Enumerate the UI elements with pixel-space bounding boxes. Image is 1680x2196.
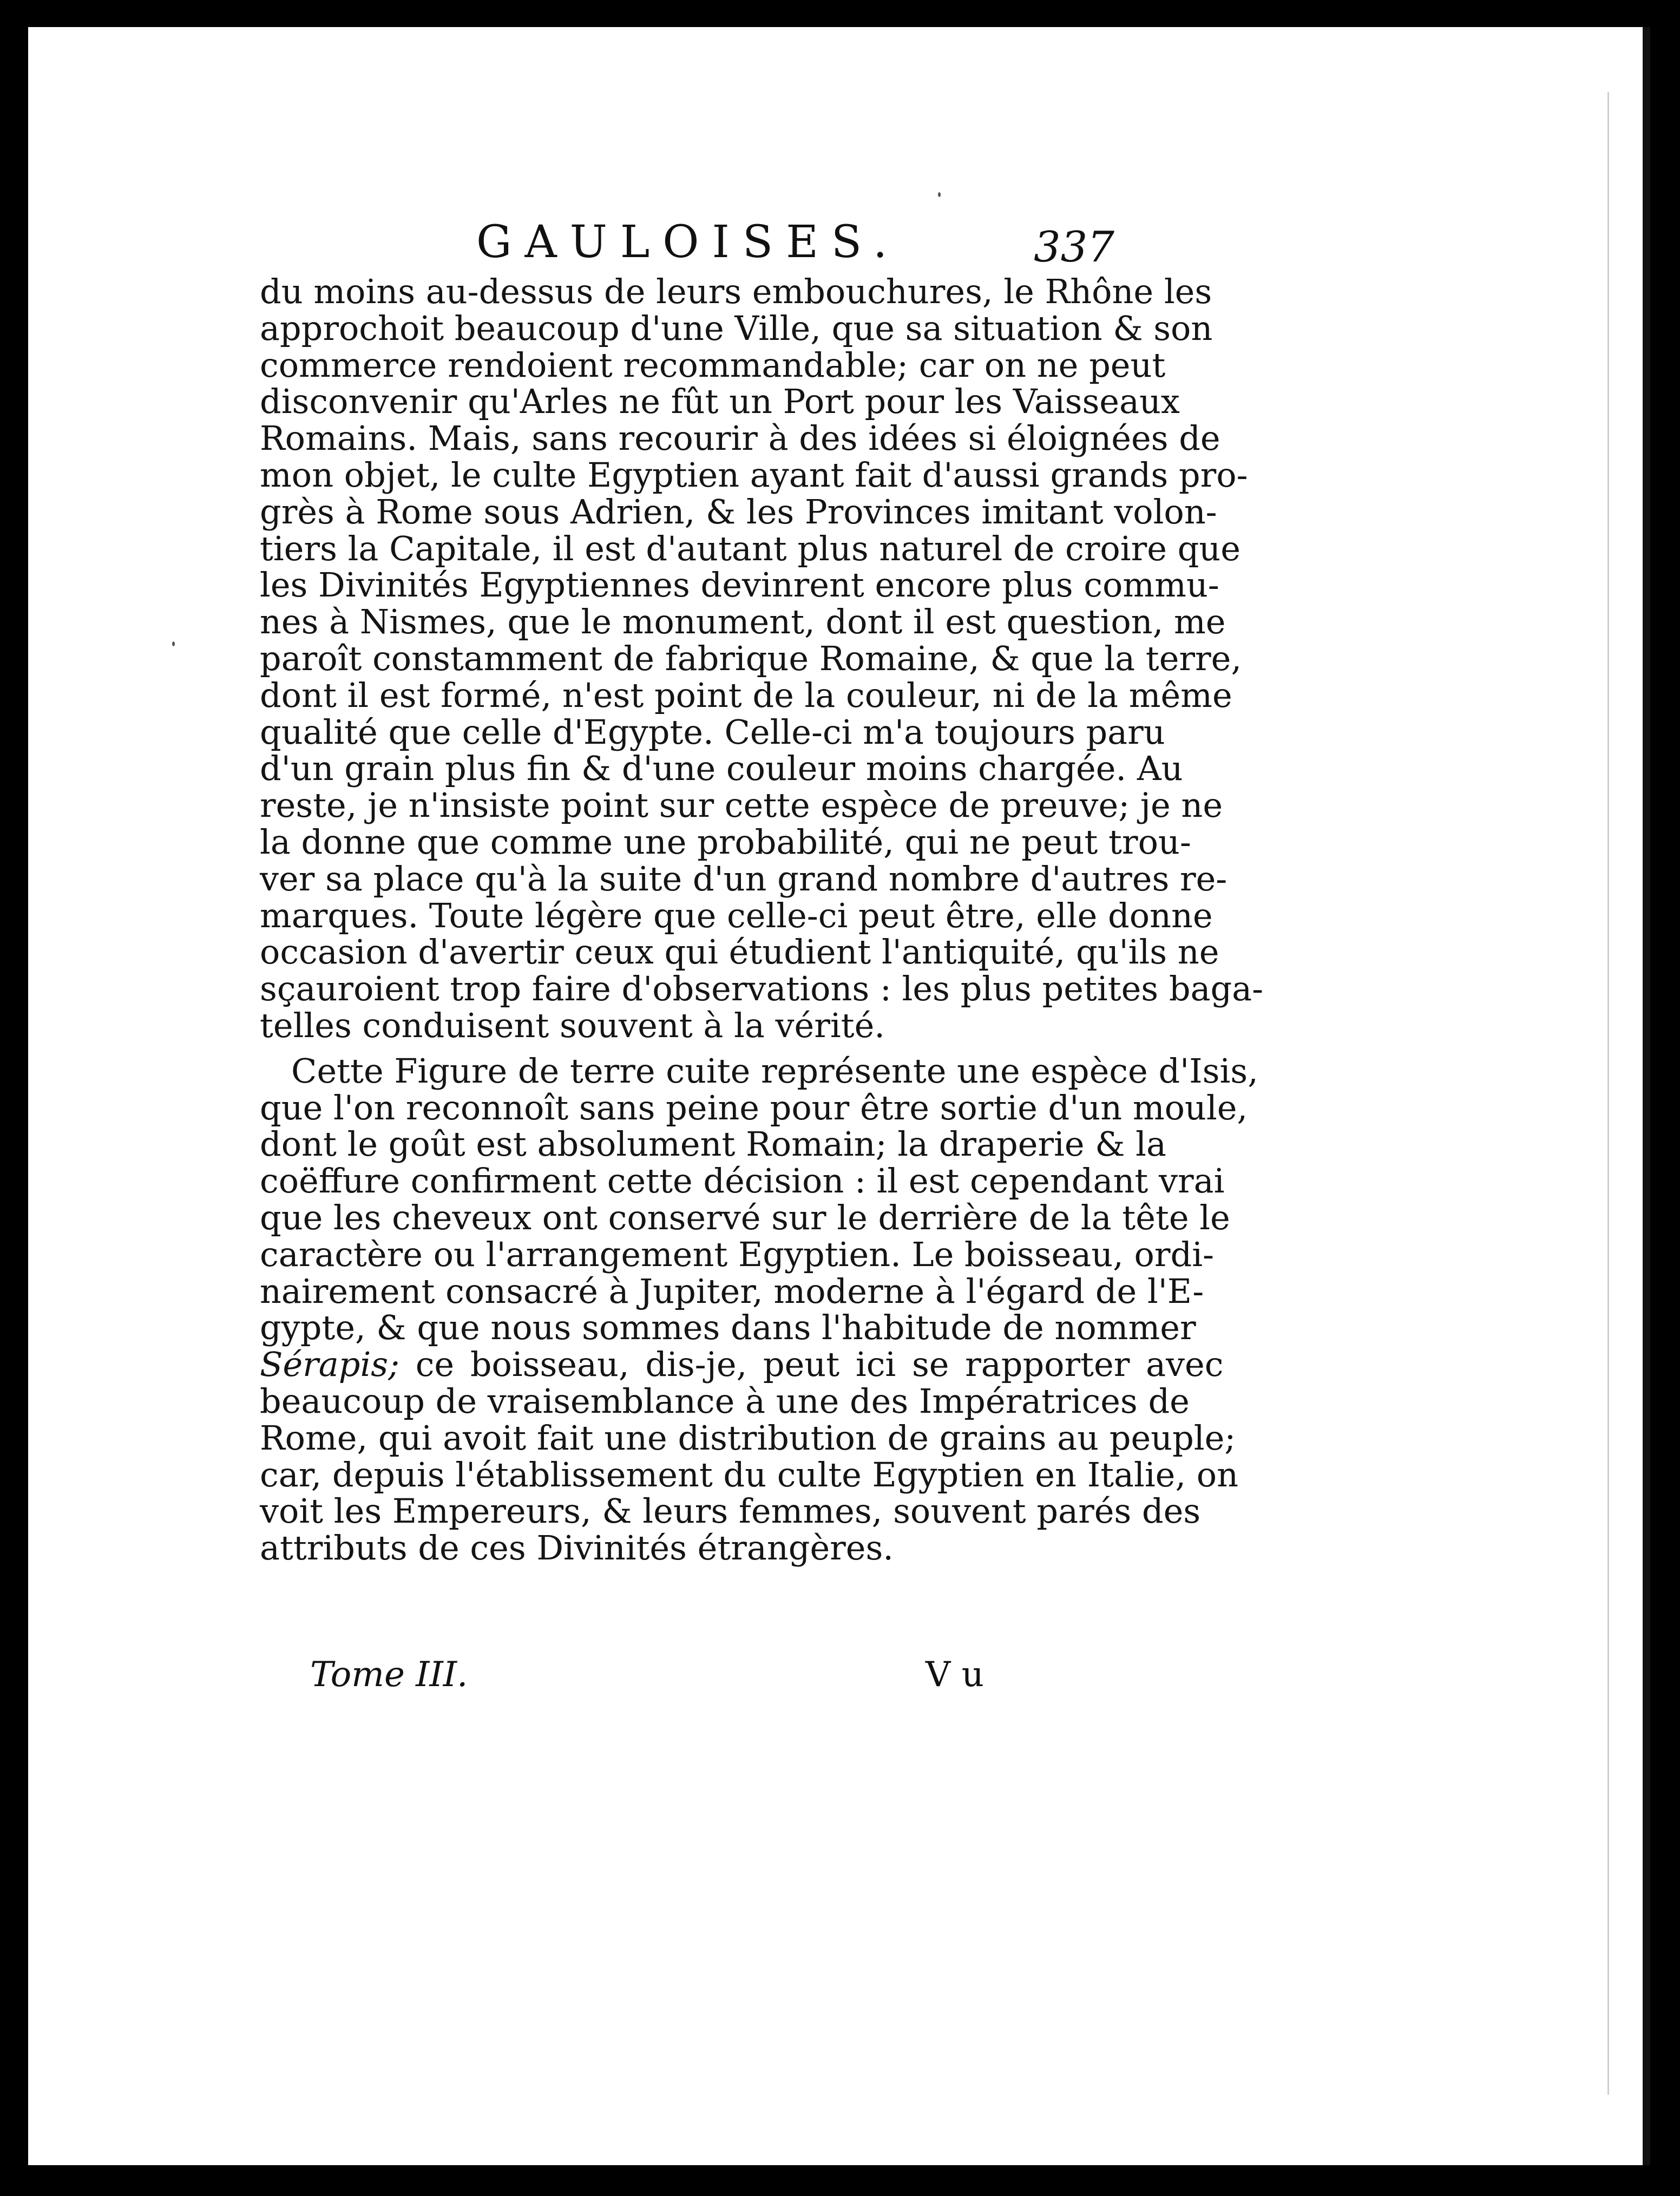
text-line: mon objet, le culte Egyptien ayant fait d'aussi grands pro- — [260, 455, 1248, 495]
speck-mark — [938, 192, 941, 197]
italic-serapis: Sérapis; — [260, 1345, 399, 1385]
volume-label: Tome III. — [310, 1655, 468, 1695]
text-line: occasion d'avertir ceux qui étudient l'antiquité, qu'ils ne — [260, 932, 1219, 972]
running-title: GAULOISES. — [476, 217, 901, 268]
text-line: nairement consacré à Jupiter, moderne à l'égard de l'E- — [260, 1271, 1204, 1311]
text-line: commerce rendoient recommandable; car on ne peut — [260, 345, 1166, 385]
text-line: marques. Toute légère que celle-ci peut être, elle donne — [260, 895, 1213, 935]
signature-mark: V u — [926, 1655, 984, 1695]
text-line: beaucoup de vraisemblance à une des Impératrices de — [260, 1381, 1190, 1421]
paragraph-2 — [260, 1051, 1258, 1568]
paragraph-1 — [260, 272, 1264, 1045]
text-line: les Divinités Egyptiennes devinrent encore plus commu- — [260, 565, 1219, 605]
text-line: grès à Rome sous Adrien, & les Provinces imitant volon- — [260, 491, 1217, 532]
text-line: telles conduisent souvent à la vérité. — [260, 1005, 885, 1045]
page-edge-shadow — [1607, 92, 1609, 2095]
text-line: attributs de ces Divinités étrangères. — [260, 1528, 894, 1568]
text-line: ver sa place qu'à la suite d'un grand nombre d'autres re- — [260, 858, 1228, 899]
text-line: sçauroient trop faire d'observations : les plus petites baga- — [260, 969, 1264, 1009]
text-line: qualité que celle d'Egypte. Celle-ci m'a toujours paru — [260, 712, 1165, 752]
page-number: 337 — [1034, 223, 1114, 272]
speck-mark — [172, 641, 175, 646]
text-line: d'un grain plus fin & d'une couleur moins chargée. Au — [260, 749, 1183, 789]
text-line: nes à Nismes, que le monument, dont il est question, me — [260, 602, 1226, 642]
text-line: caractère ou l'arrangement Egyptien. Le boisseau, ordi- — [260, 1234, 1214, 1274]
text-line: coëffure confirment cette décision : il est cependant vrai — [260, 1161, 1225, 1201]
text-line: disconvenir qu'Arles ne fût un Port pour les Vaisseaux — [260, 382, 1180, 422]
text-line: que les cheveux ont conservé sur le derrière de la tête le — [260, 1197, 1230, 1237]
text-line: paroît constamment de fabrique Romaine, & que la terre, — [260, 638, 1242, 678]
text-line: reste, je n'insiste point sur cette espèce de preuve; je ne — [260, 785, 1223, 825]
text-line: Romains. Mais, sans recourir à des idées si éloignées de — [260, 418, 1220, 458]
text-line: Rome, qui avoit fait une distribution de grains au peuple; — [260, 1418, 1236, 1458]
text-line: tiers la Capitale, il est d'autant plus naturel de croire que — [260, 528, 1241, 568]
text-line: voit les Empereurs, & leurs femmes, souvent parés des — [260, 1491, 1201, 1531]
text-line: dont il est formé, n'est point de la couleur, ni de la même — [260, 675, 1232, 715]
body-text — [260, 272, 1264, 1568]
text-line: du moins au-dessus de leurs embouchures, le Rhône les — [260, 272, 1212, 311]
text-line: dont le goût est absolument Romain; la draperie & la — [260, 1124, 1166, 1164]
text-line: approchoit beaucoup d'une Ville, que sa situation & son — [260, 308, 1213, 348]
serapis-line-rest: ce boisseau, dis-je, peut ici se rapporter avec — [399, 1345, 1224, 1385]
text-line: la donne que comme une probabilité, qui ne peut trou- — [260, 822, 1191, 862]
text-line: Cette Figure de terre cuite représente une espèce d'Isis, — [291, 1051, 1258, 1091]
running-header — [476, 217, 1126, 276]
text-line-serapis — [260, 1345, 1224, 1385]
text-line: car, depuis l'établissement du culte Egyptien en Italie, on — [260, 1454, 1239, 1494]
text-line: gypte, & que nous sommes dans l'habitude de nommer — [260, 1308, 1196, 1348]
text-line: que l'on reconnoît sans peine pour être sortie d'un moule, — [260, 1087, 1248, 1128]
